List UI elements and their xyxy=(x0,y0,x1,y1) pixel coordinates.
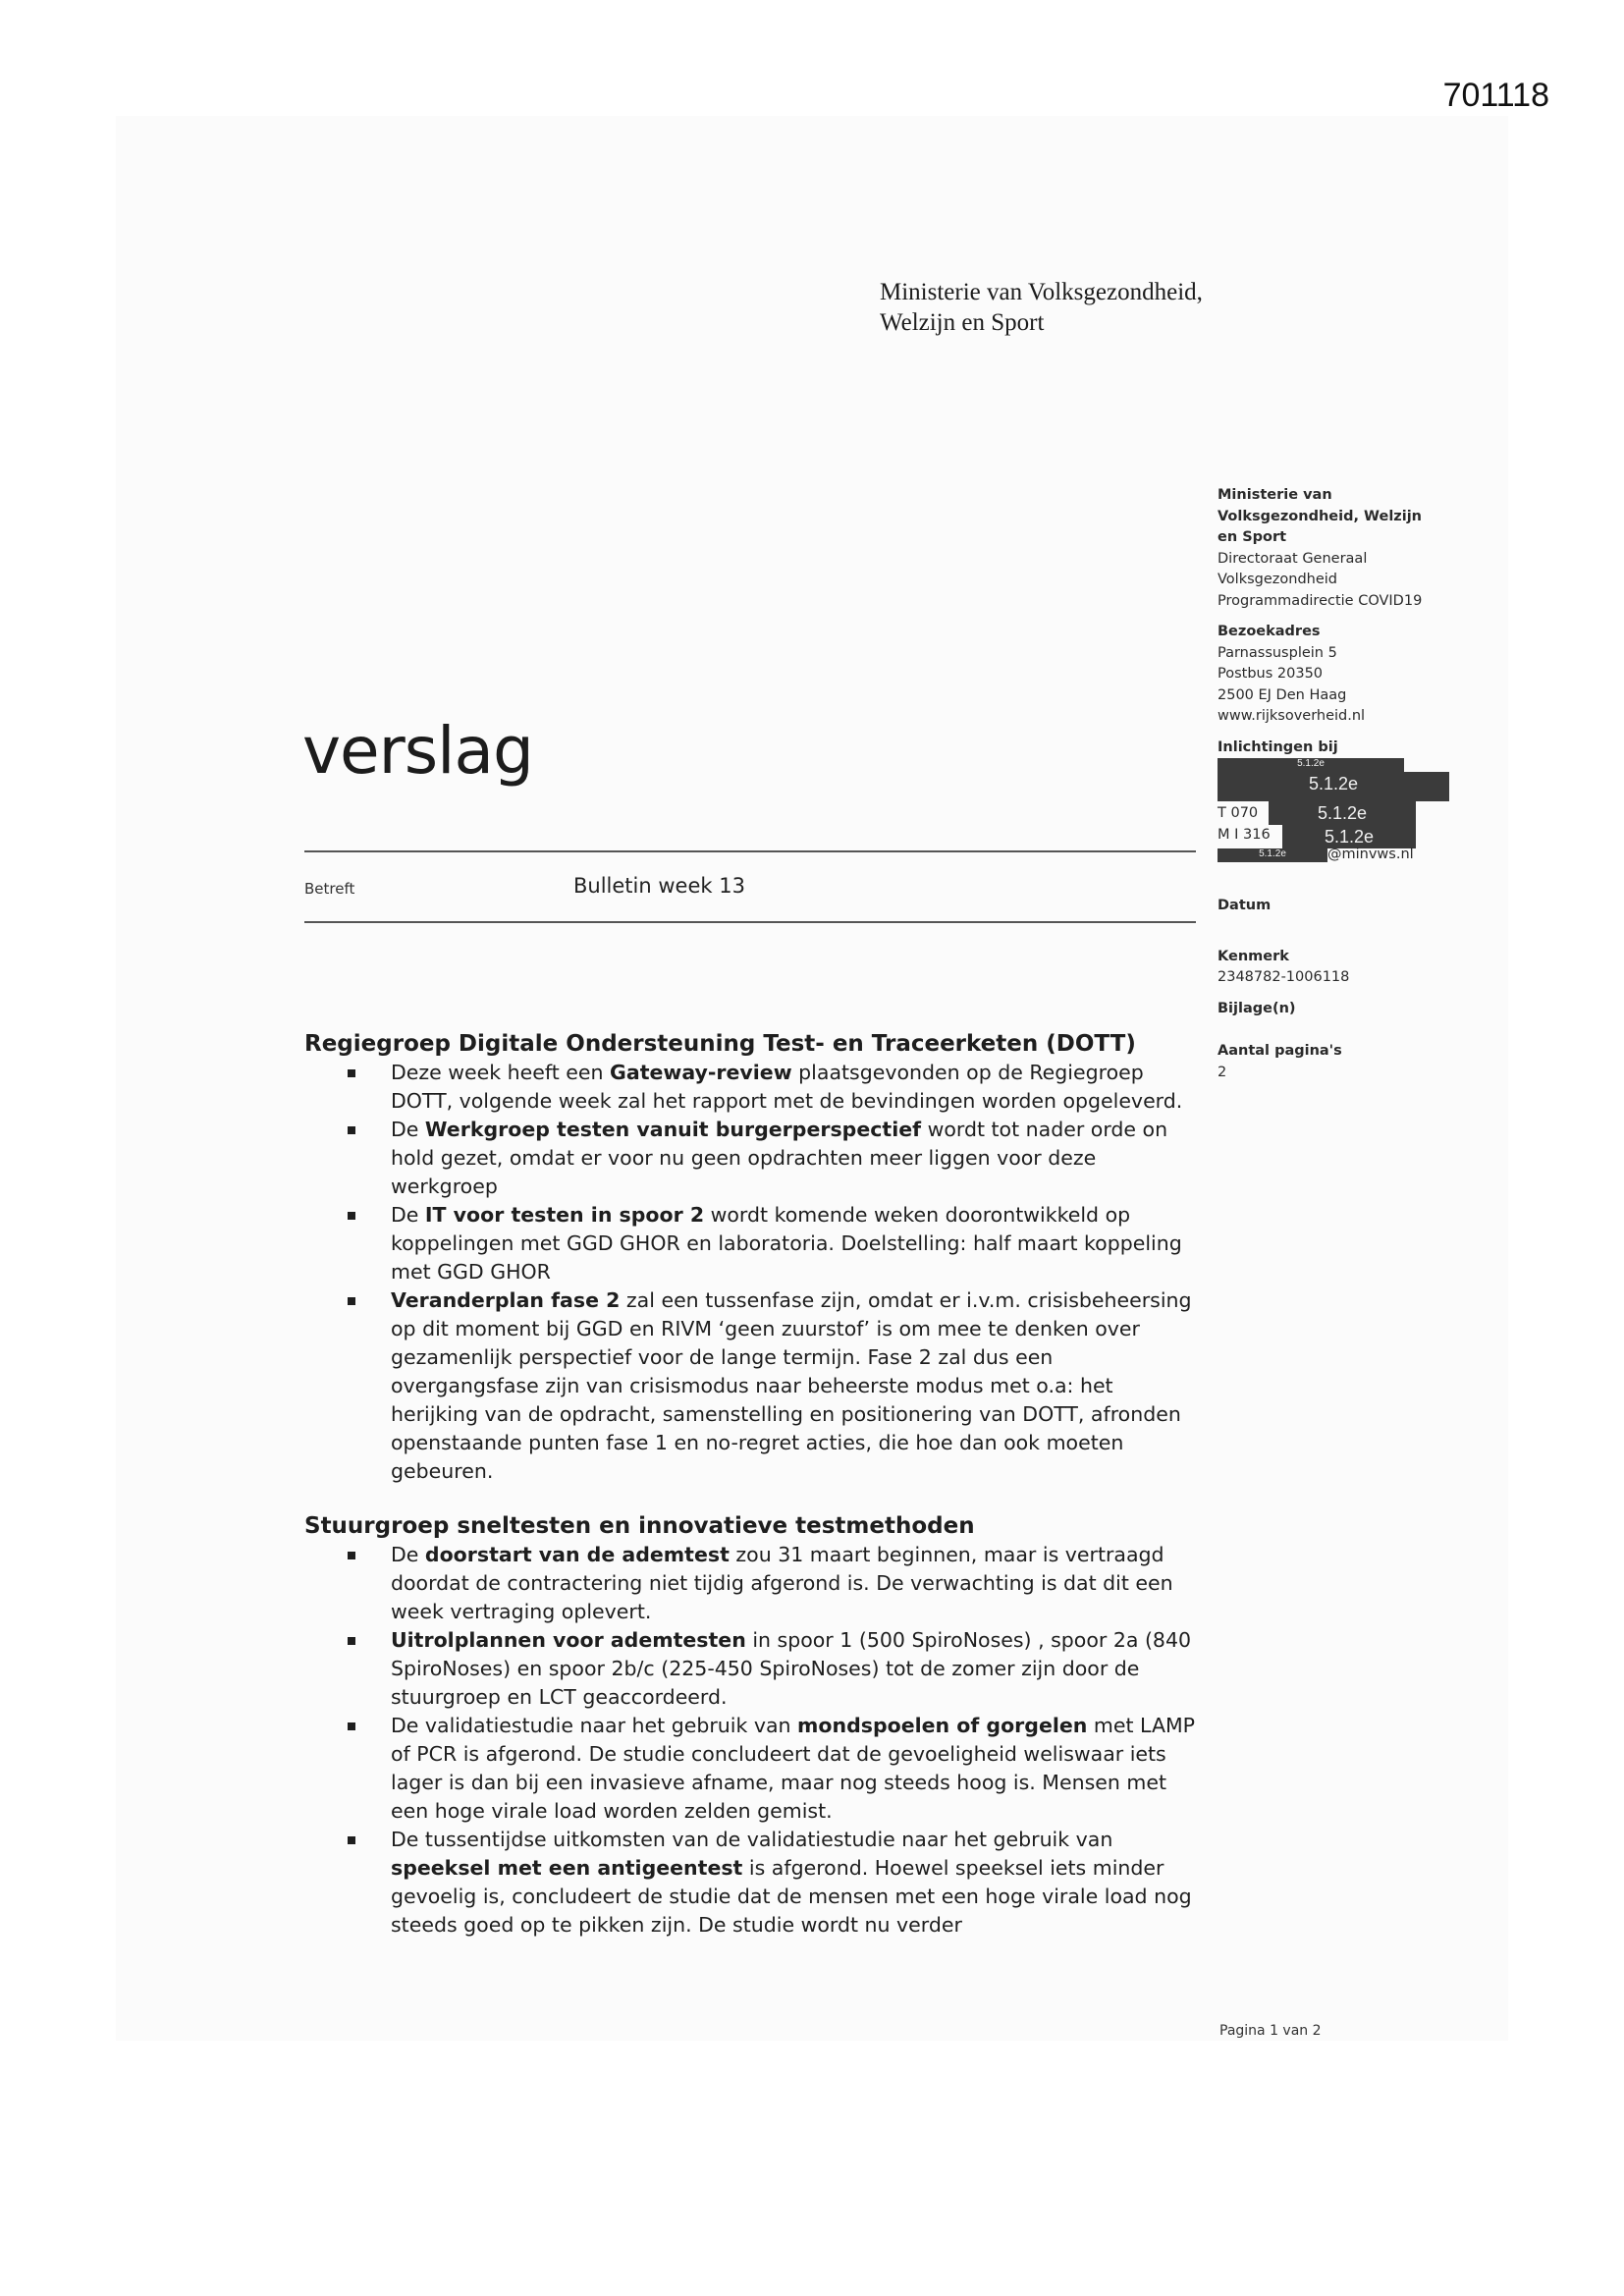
address-line: Parnassusplein 5 xyxy=(1218,644,1337,661)
list-item: Uitrolplannen voor ademtesten in spoor 1 (500 SpiroNoses) , spoor 2a (840 SpiroNoses) en spoor 2b/c (225-450 SpiroNoses) tot de zomer zijn door de stuurgroep en LCT geaccordeerd. xyxy=(304,1626,1203,1712)
report-body xyxy=(304,1029,1203,1940)
redaction-block: 5.1.2e xyxy=(1269,801,1416,825)
sidebar xyxy=(1218,485,1512,1093)
list-item: De tussentijdse uitkomsten van de validatiestudie naar het gebruik van speeksel met een antigeentest is afgerond. Hoewel speeksel iets minder gevoelig is, concludeert de studie dat de mensen met een hoge virale load nog steeds goed op te pikken zijn. De studie wordt nu verder xyxy=(304,1826,1203,1940)
list-item: De IT voor testen in spoor 2 wordt komende weken doorontwikkeld op koppelingen met GGD GHOR en laboratoria. Doelstelling: half maart koppeling met GGD GHOR xyxy=(304,1201,1203,1286)
redaction-block: 5.1.2e xyxy=(1218,772,1449,801)
document-number: 701118 xyxy=(1442,77,1549,114)
subject-label: Betreft xyxy=(304,880,355,898)
redaction-block: 5.1.2e xyxy=(1218,848,1327,862)
bullet-marker xyxy=(348,1212,355,1220)
address-heading: Bezoekadres xyxy=(1218,624,1321,639)
attachments-label: Bijlage(n) xyxy=(1218,1000,1296,1016)
org-unit: Volksgezondheid xyxy=(1218,572,1337,587)
reference-label: Kenmerk xyxy=(1218,948,1289,964)
page-number: Pagina 1 van 2 xyxy=(1219,2023,1322,2039)
bullet-marker xyxy=(348,1297,355,1305)
visiting-address xyxy=(1218,622,1512,728)
divider xyxy=(304,921,1196,923)
redaction-block: 5.1.2e xyxy=(1218,758,1404,772)
org-name: Ministerie van xyxy=(1218,487,1332,503)
list-item: De doorstart van de ademtest zou 31 maart beginnen, maar is vertraagd doordat de contractering niet tijdig afgerond is. De verwachting is dat dit een week vertraging oplevert. xyxy=(304,1541,1203,1626)
bullet-marker xyxy=(348,1722,355,1730)
contact-heading: Inlichtingen bij xyxy=(1218,738,1338,755)
date-label: Datum xyxy=(1218,898,1272,913)
attachments-block xyxy=(1218,999,1512,1020)
reference-block xyxy=(1218,947,1512,989)
section xyxy=(304,1511,1203,1940)
email-suffix: @minvws.nl xyxy=(1327,847,1414,862)
redaction-block: 5.1.2e xyxy=(1282,825,1416,848)
section-heading: Stuurgroep sneltesten en innovatieve testmethoden xyxy=(304,1513,975,1539)
page-count-label: Aantal pagina's xyxy=(1218,1043,1342,1059)
subject-value: Bulletin week 13 xyxy=(573,874,745,898)
bullet-marker xyxy=(348,1836,355,1844)
website-link: www.rijksoverheid.nl xyxy=(1218,708,1366,724)
list-item: Veranderplan fase 2 zal een tussenfase zijn, omdat er i.v.m. crisisbeheersing op dit moment bij GGD en RIVM ‘geen zuurstof’ is om mee te denken over gezamenlijk perspectief voor de lange termijn. Fase 2 zal dus een overgangsfase zijn van crisismodus naar beheerste modus met o.a: het herijking van de opdracht, samenstelling en positionering van DOTT, afronden openstaande punten fase 1 en no-regret acties, die hoe dan ook moeten gebeuren. xyxy=(304,1286,1203,1486)
contact-block xyxy=(1218,738,1512,877)
page-count-value: 2 xyxy=(1218,1064,1227,1080)
list-item: De Werkgroep testen vanuit burgerperspectief wordt tot nader orde on hold gezet, omdat er voor nu geen opdrachten meer liggen voor deze werkgroep xyxy=(304,1116,1203,1201)
list-item: Deze week heeft een Gateway-review plaatsgevonden op de Regiegroep DOTT, volgende week zal het rapport met de bevindingen worden opgeleverd. xyxy=(304,1059,1203,1116)
bullet-marker xyxy=(348,1552,355,1559)
bullet-marker xyxy=(348,1069,355,1077)
org-name: en Sport xyxy=(1218,529,1287,545)
bullet-list xyxy=(304,1059,1203,1486)
bullet-list xyxy=(304,1541,1203,1940)
bullet-marker xyxy=(348,1637,355,1645)
sender-organisation xyxy=(1218,485,1512,612)
date-block xyxy=(1218,896,1512,917)
logo-line: Ministerie van Volksgezondheid, xyxy=(880,279,1203,305)
redacted-contact xyxy=(1218,758,1512,876)
org-name: Volksgezondheid, Welzijn xyxy=(1218,508,1422,524)
bullet-marker xyxy=(348,1126,355,1134)
page-count-block xyxy=(1218,1041,1512,1083)
section-heading: Regiegroep Digitale Ondersteuning Test- en Traceerketen (DOTT) xyxy=(304,1031,1136,1057)
logo-line: Welzijn en Sport xyxy=(880,309,1045,336)
divider xyxy=(304,850,1196,852)
ministry-logo xyxy=(880,277,1203,338)
org-unit: Programmadirectie COVID19 xyxy=(1218,592,1423,609)
section xyxy=(304,1029,1203,1486)
phone-prefix: T 070 xyxy=(1218,805,1259,821)
mobile-prefix: M I 316 xyxy=(1218,827,1271,843)
address-line: Postbus 20350 xyxy=(1218,666,1324,682)
org-unit: Directoraat Generaal xyxy=(1218,550,1368,567)
address-line: 2500 EJ Den Haag xyxy=(1218,686,1347,703)
document-title: verslag xyxy=(302,713,533,789)
list-item: De validatiestudie naar het gebruik van mondspoelen of gorgelen met LAMP of PCR is afgerond. De studie concludeert dat de gevoeligheid weliswaar iets lager is dan bij een invasieve afname, maar nog steeds hoog is. Mensen met een hoge virale load worden zelden gemist. xyxy=(304,1712,1203,1826)
reference-value: 2348782-1006118 xyxy=(1218,969,1350,985)
